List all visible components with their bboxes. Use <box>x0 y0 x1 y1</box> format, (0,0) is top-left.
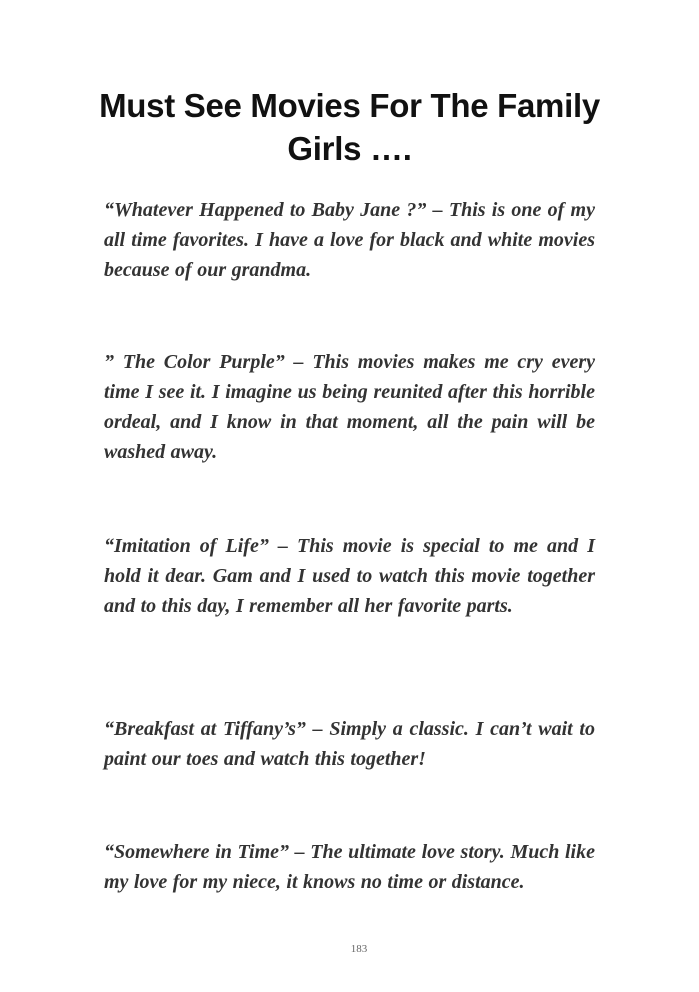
movie-paragraph-breakfast-at-tiffanys: “Breakfast at Tiffany’s” – Simply a classic. I can’t wait to paint our toes and watch this together! <box>104 718 595 770</box>
movie-paragraph-baby-jane: “Whatever Happened to Baby Jane ?” – This is one of my all time favorites. I have a love for black and white movies because of our grandma. <box>104 199 595 281</box>
movie-paragraph-imitation-of-life: “Imitation of Life” – This movie is special to me and I hold it dear. Gam and I used to watch this movie together and to this day, I remember all her favorite parts. <box>104 535 595 617</box>
page-number: 183 <box>350 943 368 955</box>
movie-paragraph-color-purple: ” The Color Purple” – This movies makes me cry every time I see it. I imagine us being reunited after this horrible ordeal, and I know in that moment, all the pain will be washed away. <box>104 351 595 463</box>
movie-paragraph-somewhere-in-time: “Somewhere in Time” – The ultimate love story. Much like my love for my niece, it knows no time or distance. <box>104 841 595 893</box>
page-title: Must See Movies For The Family Girls …. <box>99 87 600 167</box>
